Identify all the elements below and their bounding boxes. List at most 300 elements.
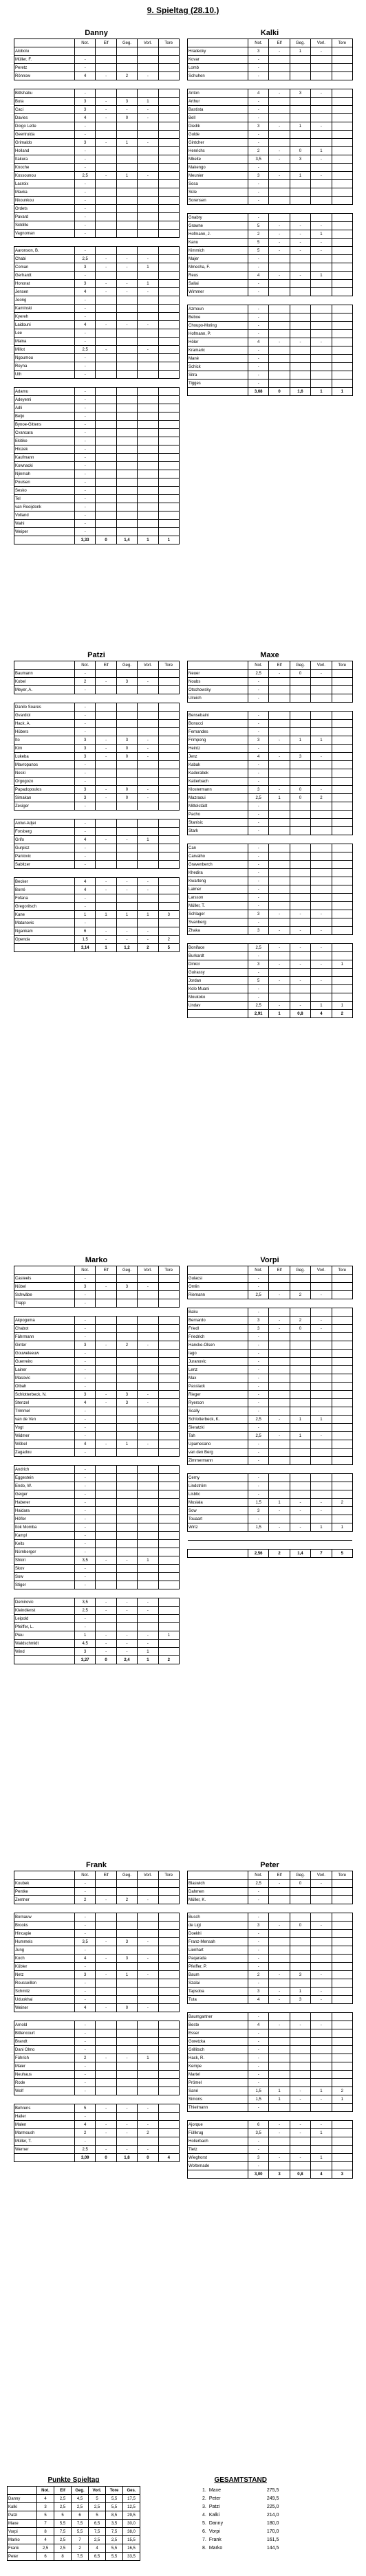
column-header: Tore bbox=[106, 2487, 123, 2495]
player-value: - bbox=[96, 1648, 116, 1656]
player-name: Lenz bbox=[188, 1366, 248, 1374]
player-value bbox=[96, 230, 116, 238]
player-value: 3 bbox=[290, 155, 310, 164]
player-value bbox=[116, 1299, 137, 1308]
player-row bbox=[14, 1482, 180, 1490]
player-value: - bbox=[248, 1308, 269, 1317]
player-value bbox=[269, 1913, 290, 1922]
player-value bbox=[138, 2038, 158, 2046]
player-value: - bbox=[75, 802, 96, 811]
player-name: Führich bbox=[14, 2054, 75, 2062]
player-value bbox=[96, 1946, 116, 1955]
player-value: - bbox=[138, 786, 158, 794]
player-value bbox=[158, 421, 179, 429]
player-value bbox=[138, 2029, 158, 2038]
player-name: Pavard bbox=[14, 213, 75, 221]
player-value: - bbox=[75, 511, 96, 520]
player-value bbox=[158, 296, 179, 305]
player-value bbox=[311, 728, 332, 736]
player-value bbox=[269, 2146, 290, 2154]
player-value: 4 bbox=[75, 2004, 96, 2012]
player-value: - bbox=[248, 139, 269, 147]
player-value: - bbox=[96, 1938, 116, 1946]
player-value: - bbox=[311, 239, 332, 247]
player-name: Haller bbox=[14, 2113, 75, 2121]
player-value bbox=[269, 1358, 290, 1366]
player-value bbox=[138, 852, 158, 861]
player-value bbox=[138, 1988, 158, 1996]
player-name: Kyereh bbox=[14, 313, 75, 321]
player-row bbox=[14, 313, 180, 321]
player-value: 2 bbox=[248, 147, 269, 155]
player-value: 3 bbox=[75, 263, 96, 272]
player-value bbox=[269, 2079, 290, 2087]
player-value bbox=[96, 1581, 116, 1589]
player-value bbox=[311, 2054, 332, 2062]
player-value bbox=[116, 445, 137, 454]
player-value: - bbox=[138, 1341, 158, 1350]
player-value: 4 bbox=[75, 836, 96, 844]
player-row bbox=[14, 1374, 180, 1383]
player-value: - bbox=[248, 720, 269, 728]
player-name: Sabitzer bbox=[14, 861, 75, 869]
player-value bbox=[96, 1499, 116, 1507]
separator-cell bbox=[14, 1457, 180, 1466]
player-row bbox=[14, 761, 180, 769]
column-header: Geg. bbox=[116, 1266, 137, 1275]
player-value bbox=[158, 1888, 179, 1896]
player-row bbox=[188, 363, 353, 371]
player-value: - bbox=[75, 313, 96, 321]
player-value bbox=[290, 1440, 310, 1449]
player-value bbox=[332, 147, 352, 155]
player-name: Bonucci bbox=[188, 720, 248, 728]
player-value bbox=[311, 985, 332, 993]
player-value bbox=[116, 1979, 137, 1988]
player-row bbox=[188, 985, 353, 993]
player-value: - bbox=[248, 1515, 269, 1523]
player-row bbox=[14, 371, 180, 379]
player-value bbox=[138, 354, 158, 362]
player-value bbox=[158, 1565, 179, 1573]
player-value bbox=[332, 1383, 352, 1391]
player-row bbox=[188, 1507, 353, 1515]
player-value: - bbox=[311, 1880, 332, 1888]
player-name: Baumgartner bbox=[188, 2013, 248, 2021]
player-value bbox=[116, 164, 137, 172]
player-value bbox=[116, 2046, 137, 2054]
player-value: 1 bbox=[116, 1971, 137, 1979]
player-value bbox=[311, 1457, 332, 1465]
player-value bbox=[332, 678, 352, 686]
player-value: - bbox=[116, 836, 137, 844]
player-value bbox=[116, 221, 137, 230]
column-header: Elf bbox=[269, 39, 290, 47]
player-name: Marmoush bbox=[14, 2129, 75, 2137]
player-value: 3 bbox=[116, 1938, 137, 1946]
player-value bbox=[96, 1383, 116, 1391]
player-row bbox=[188, 1424, 353, 1432]
player-name: Pantovic bbox=[14, 852, 75, 861]
player-value bbox=[158, 2021, 179, 2029]
player-value bbox=[116, 1275, 137, 1283]
player-row bbox=[14, 2079, 180, 2087]
player-row bbox=[188, 1308, 353, 1317]
player-value bbox=[269, 902, 290, 910]
player-value bbox=[116, 2029, 137, 2038]
player-value bbox=[116, 404, 137, 412]
player-value bbox=[311, 131, 332, 139]
player-value bbox=[311, 1407, 332, 1416]
player-value bbox=[290, 355, 310, 363]
player-value bbox=[158, 1573, 179, 1581]
total-value: 2,56 bbox=[248, 1550, 269, 1558]
player-value: - bbox=[248, 1283, 269, 1291]
player-value bbox=[332, 1971, 352, 1979]
player-row bbox=[188, 1474, 353, 1482]
player-name: Bittshabu bbox=[14, 89, 75, 98]
player-value: - bbox=[311, 155, 332, 164]
player-value bbox=[311, 869, 332, 877]
player-name: Mané bbox=[188, 355, 248, 363]
player-value: - bbox=[75, 903, 96, 911]
player-value bbox=[116, 1358, 137, 1366]
player-value bbox=[269, 288, 290, 296]
group-separator bbox=[14, 2012, 180, 2021]
player-value: - bbox=[75, 2071, 96, 2079]
player-value bbox=[158, 1581, 179, 1589]
player-row bbox=[188, 239, 353, 247]
player-value bbox=[311, 1938, 332, 1946]
player-row bbox=[188, 885, 353, 894]
player-value: - bbox=[138, 1440, 158, 1449]
player-value: 1 bbox=[290, 736, 310, 745]
player-value bbox=[138, 670, 158, 678]
player-value: - bbox=[75, 197, 96, 205]
player-value bbox=[311, 313, 332, 322]
player-row bbox=[14, 1358, 180, 1366]
player-value bbox=[290, 1979, 310, 1988]
player-value bbox=[116, 819, 137, 828]
player-name: Lee bbox=[14, 329, 75, 338]
player-name: Becker bbox=[14, 878, 75, 886]
player-name: Zagadou bbox=[14, 1449, 75, 1457]
player-row bbox=[188, 2095, 353, 2104]
player-row bbox=[14, 1581, 180, 1589]
player-value bbox=[290, 2079, 310, 2087]
player-value bbox=[269, 852, 290, 861]
player-value bbox=[158, 1350, 179, 1358]
player-value bbox=[158, 1490, 179, 1499]
player-name: Svanberg bbox=[188, 918, 248, 927]
standings-name: Vorpi bbox=[208, 2529, 220, 2534]
player-name: Müller, T. bbox=[14, 2137, 75, 2146]
player-value bbox=[96, 844, 116, 852]
player-value bbox=[311, 98, 332, 106]
player-name: Sesko bbox=[14, 487, 75, 495]
player-row bbox=[14, 919, 180, 927]
player-value: - bbox=[248, 1358, 269, 1366]
player-row bbox=[14, 106, 180, 114]
player-value: - bbox=[138, 1938, 158, 1946]
player-value: - bbox=[311, 960, 332, 969]
player-row bbox=[188, 694, 353, 703]
player-value bbox=[311, 1490, 332, 1499]
column-header: Geg. bbox=[290, 39, 310, 47]
player-value bbox=[269, 263, 290, 272]
player-value: - bbox=[75, 487, 96, 495]
player-value: 2,5 bbox=[248, 1432, 269, 1440]
player-row bbox=[188, 1946, 353, 1955]
player-value bbox=[158, 478, 179, 487]
team-table bbox=[187, 1871, 353, 2179]
player-name: Fährmann bbox=[14, 1333, 75, 1341]
points-value: 8,5 bbox=[106, 2511, 123, 2520]
player-value: - bbox=[248, 1449, 269, 1457]
player-value: - bbox=[75, 844, 96, 852]
player-name: Ito bbox=[14, 736, 75, 745]
player-value bbox=[290, 1308, 310, 1317]
player-value bbox=[116, 1325, 137, 1333]
player-value: 1 bbox=[138, 836, 158, 844]
player-value bbox=[332, 753, 352, 761]
player-value bbox=[290, 280, 310, 288]
player-name: Stenzel bbox=[14, 1399, 75, 1407]
player-name: Wind bbox=[14, 1648, 75, 1656]
player-value bbox=[290, 769, 310, 778]
player-value: - bbox=[138, 1955, 158, 1963]
player-row bbox=[14, 927, 180, 936]
player-row bbox=[14, 728, 180, 736]
player-value bbox=[116, 1963, 137, 1971]
player-value bbox=[116, 296, 137, 305]
player-value: - bbox=[290, 239, 310, 247]
player-value bbox=[311, 778, 332, 786]
player-value bbox=[116, 437, 137, 445]
player-row bbox=[14, 255, 180, 263]
player-value: - bbox=[138, 172, 158, 180]
player-name: Maier bbox=[14, 2062, 75, 2071]
player-value bbox=[138, 313, 158, 321]
player-value bbox=[311, 827, 332, 835]
player-name: Sow bbox=[188, 1507, 248, 1515]
player-value: 3 bbox=[290, 753, 310, 761]
player-value bbox=[116, 1424, 137, 1432]
player-value bbox=[332, 89, 352, 98]
player-value bbox=[311, 263, 332, 272]
player-value: - bbox=[75, 1888, 96, 1896]
player-name: Ginter bbox=[14, 1341, 75, 1350]
player-value bbox=[332, 2021, 352, 2029]
player-value bbox=[96, 213, 116, 221]
column-header: Geg. bbox=[290, 1871, 310, 1880]
player-value bbox=[269, 811, 290, 819]
player-value bbox=[311, 2046, 332, 2054]
player-name: Vagnoman bbox=[14, 230, 75, 238]
total-row bbox=[188, 1010, 353, 1018]
player-value bbox=[158, 1474, 179, 1482]
player-value bbox=[269, 686, 290, 694]
player-value bbox=[332, 2046, 352, 2054]
player-value bbox=[290, 1283, 310, 1291]
player-value: - bbox=[75, 1548, 96, 1556]
player-value bbox=[138, 2079, 158, 2087]
player-name: Behrens bbox=[14, 2104, 75, 2113]
player-value bbox=[138, 412, 158, 421]
player-value bbox=[96, 2021, 116, 2029]
player-value: - bbox=[290, 910, 310, 918]
player-row bbox=[14, 288, 180, 296]
player-value: - bbox=[75, 1350, 96, 1358]
player-name: Gvardiol bbox=[14, 712, 75, 720]
separator-cell bbox=[188, 1541, 353, 1550]
player-value: - bbox=[248, 969, 269, 977]
player-row bbox=[188, 64, 353, 72]
player-value: - bbox=[75, 1291, 96, 1299]
player-value: 2,5 bbox=[248, 670, 269, 678]
player-value: - bbox=[96, 106, 116, 114]
player-value bbox=[96, 761, 116, 769]
player-value: - bbox=[311, 47, 332, 56]
player-value bbox=[311, 1391, 332, 1399]
player-value bbox=[116, 495, 137, 503]
player-value bbox=[96, 778, 116, 786]
player-row bbox=[188, 106, 353, 114]
player-value: - bbox=[75, 205, 96, 213]
player-value: - bbox=[75, 819, 96, 828]
player-value: 3 bbox=[75, 786, 96, 794]
total-value: 3,33 bbox=[75, 536, 96, 544]
player-value bbox=[332, 728, 352, 736]
player-value: - bbox=[269, 1523, 290, 1532]
player-value: - bbox=[248, 1896, 269, 1904]
player-value bbox=[269, 827, 290, 835]
player-row bbox=[14, 1507, 180, 1515]
player-value: 0 bbox=[290, 794, 310, 802]
player-value bbox=[311, 1383, 332, 1391]
player-row bbox=[188, 1922, 353, 1930]
player-value: - bbox=[248, 2146, 269, 2154]
player-row bbox=[14, 836, 180, 844]
player-value bbox=[332, 131, 352, 139]
player-value bbox=[158, 131, 179, 139]
player-value bbox=[269, 1424, 290, 1432]
player-name: Masovic bbox=[14, 1374, 75, 1383]
player-name: Gouweleeuw bbox=[14, 1350, 75, 1358]
player-row bbox=[14, 861, 180, 869]
player-row bbox=[188, 745, 353, 753]
player-row bbox=[14, 1291, 180, 1299]
player-value bbox=[158, 769, 179, 778]
player-value bbox=[311, 106, 332, 114]
player-value: - bbox=[248, 263, 269, 272]
player-value bbox=[116, 1548, 137, 1556]
player-value bbox=[332, 164, 352, 172]
player-value bbox=[96, 1922, 116, 1930]
player-value: - bbox=[96, 1556, 116, 1565]
player-value bbox=[311, 355, 332, 363]
player-value: 1 bbox=[290, 1416, 310, 1424]
points-row bbox=[8, 2520, 140, 2528]
player-value bbox=[138, 720, 158, 728]
player-row bbox=[14, 280, 180, 288]
player-value: - bbox=[116, 886, 137, 894]
player-name: Kampl bbox=[14, 1532, 75, 1540]
player-value bbox=[290, 827, 310, 835]
player-value: - bbox=[269, 1317, 290, 1325]
player-value bbox=[138, 197, 158, 205]
player-value: - bbox=[248, 1391, 269, 1399]
player-name: Hlozek bbox=[14, 445, 75, 454]
player-value bbox=[116, 1291, 137, 1299]
player-value bbox=[269, 1490, 290, 1499]
player-row bbox=[188, 1002, 353, 1010]
points-value: 6,5 bbox=[89, 2520, 106, 2528]
player-value bbox=[116, 1350, 137, 1358]
player-value bbox=[96, 421, 116, 429]
player-value bbox=[158, 1391, 179, 1399]
player-name: Woltemade bbox=[188, 2162, 248, 2170]
player-value: - bbox=[269, 147, 290, 155]
player-row bbox=[188, 712, 353, 720]
player-value bbox=[269, 712, 290, 720]
player-value: - bbox=[269, 155, 290, 164]
player-value bbox=[158, 2079, 179, 2087]
player-value bbox=[332, 1333, 352, 1341]
player-row bbox=[14, 745, 180, 753]
player-value: - bbox=[138, 2121, 158, 2129]
player-value: - bbox=[75, 354, 96, 362]
standings-rank: 5. bbox=[202, 2520, 206, 2526]
player-row bbox=[14, 520, 180, 528]
player-row bbox=[14, 878, 180, 886]
player-value bbox=[116, 802, 137, 811]
player-name: Martel bbox=[188, 2071, 248, 2079]
player-row bbox=[188, 2154, 353, 2162]
player-value bbox=[138, 429, 158, 437]
player-name: Scally bbox=[188, 1407, 248, 1416]
player-value bbox=[158, 2004, 179, 2012]
player-value bbox=[290, 1930, 310, 1938]
player-row bbox=[14, 1913, 180, 1922]
table-header-row bbox=[14, 1871, 180, 1880]
player-value bbox=[332, 670, 352, 678]
player-value bbox=[96, 487, 116, 495]
player-value: - bbox=[75, 478, 96, 487]
player-value bbox=[138, 1490, 158, 1499]
player-value bbox=[269, 2071, 290, 2079]
player-value bbox=[116, 1532, 137, 1540]
player-value: - bbox=[75, 56, 96, 64]
player-row bbox=[188, 960, 353, 969]
player-value: 1 bbox=[290, 47, 310, 56]
group-separator bbox=[14, 238, 180, 247]
table-header-row bbox=[188, 1266, 353, 1275]
player-value bbox=[269, 1474, 290, 1482]
player-value bbox=[138, 396, 158, 404]
player-value: 2 bbox=[138, 2129, 158, 2137]
player-value: - bbox=[75, 1532, 96, 1540]
player-value bbox=[138, 2113, 158, 2121]
total-value bbox=[14, 944, 75, 952]
team-name: Peter bbox=[260, 1861, 279, 1869]
player-row bbox=[14, 404, 180, 412]
player-value: 2 bbox=[116, 72, 137, 80]
player-value bbox=[158, 1317, 179, 1325]
player-value: - bbox=[96, 1341, 116, 1350]
player-value bbox=[116, 861, 137, 869]
player-value: - bbox=[75, 1333, 96, 1341]
